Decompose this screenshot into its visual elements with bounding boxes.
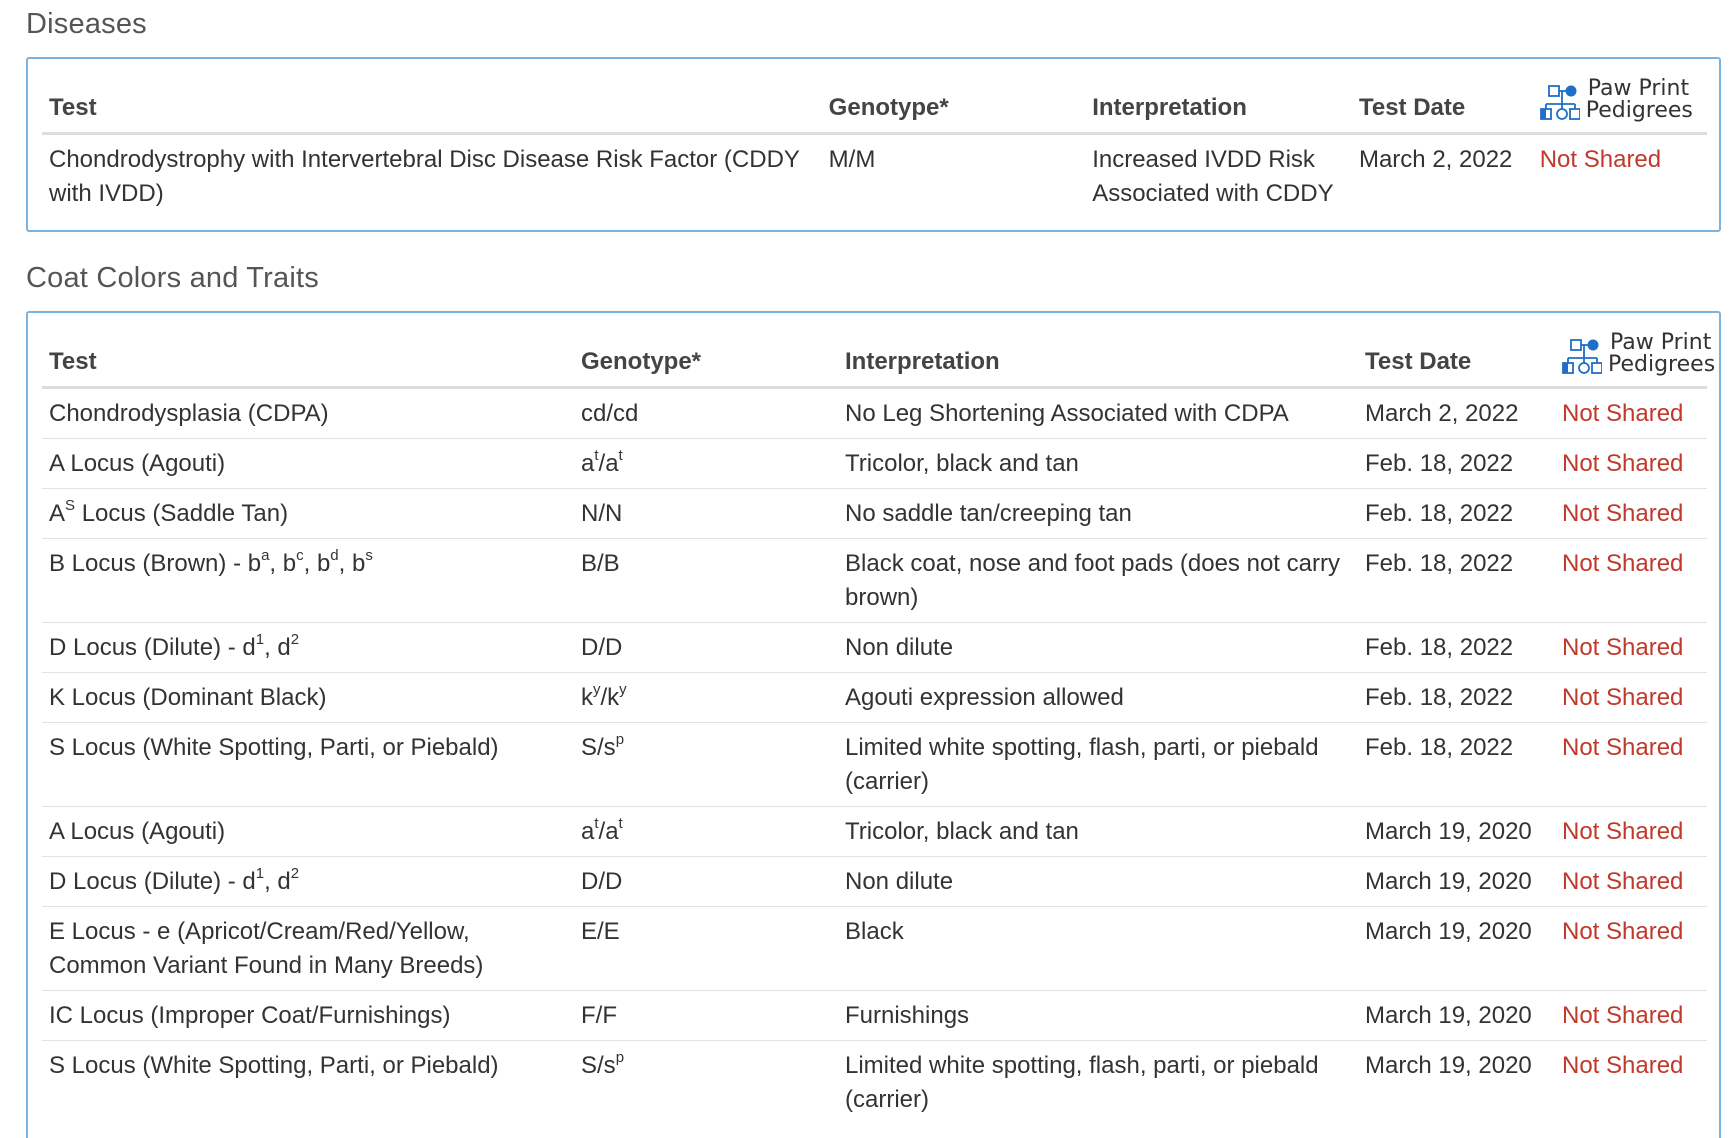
table-row [42, 856, 1707, 906]
header-test: Test [42, 69, 822, 133]
table-row [42, 488, 1707, 538]
genotype-cell: E/E [574, 906, 838, 990]
interpretation-cell: Increased IVDD Risk Associated with CDDY [1092, 145, 1334, 207]
share-status-cell: Not Shared [1555, 387, 1707, 438]
genotype-cell: D/D [574, 856, 838, 906]
test-cell: A Locus (Agouti) [42, 438, 574, 488]
header-test: Test [42, 323, 574, 387]
header-genotype: Genotype* [574, 323, 838, 387]
test-date-cell: March 19, 2020 [1358, 806, 1555, 856]
logo-text-line2: Pedigrees [1585, 97, 1693, 123]
header-test-date: Test Date [1358, 323, 1555, 387]
diseases-section-title: Diseases [26, 8, 147, 40]
test-date-cell: March 19, 2020 [1358, 906, 1555, 990]
table-row [42, 538, 1707, 622]
interpretation-cell: Tricolor, black and tan [838, 438, 1358, 488]
table-row [42, 387, 1707, 438]
share-status-cell: Not Shared [1555, 672, 1707, 722]
table-row [42, 133, 1707, 218]
share-status-cell: Not Shared [1555, 990, 1707, 1040]
diseases-panel [26, 57, 1721, 232]
test-cell: $A^S$ Locus (Saddle Tan) [42, 488, 574, 538]
interpretation-cell: Non dilute [838, 622, 1358, 672]
test-cell: B Locus (Brown) - $b^a$, $b^c$, $b^d$, $b^s$ [42, 538, 574, 622]
test-date-cell: March 19, 2020 [1365, 1051, 1532, 1079]
genotype-cell: D/D [574, 622, 838, 672]
table-row [42, 806, 1707, 856]
test-cell: Chondrodysplasia (CDPA) [42, 387, 574, 438]
genotype-cell: F/F [574, 990, 838, 1040]
interpretation-cell: Agouti expression allowed [838, 672, 1358, 722]
table-row [42, 906, 1707, 990]
logo-text-line2: Pedigrees [1608, 351, 1716, 377]
genotype-cell: $S/s^p$ [574, 722, 838, 806]
test-date-cell: March 2, 2022 [1358, 387, 1555, 438]
interpretation-cell: Black [838, 906, 1358, 990]
test-date-cell: Feb. 18, 2022 [1358, 722, 1555, 806]
table-row [42, 990, 1707, 1040]
table-row [42, 622, 1707, 672]
logo-text-line1: Paw Print [1587, 75, 1690, 101]
test-cell: E Locus - e (Apricot/Cream/Red/Yellow, Common Variant Found in Many Breeds) [42, 906, 574, 990]
header-interpretation: Interpretation [1085, 69, 1352, 133]
test-cell: Chondrodystrophy with Intervertebral Disc Disease Risk Factor (CDDY with IVDD) [49, 145, 800, 207]
test-date-cell: March 2, 2022 [1358, 145, 1513, 173]
genotype-cell: $S/s^p$ [581, 1048, 625, 1079]
table-row [42, 438, 1707, 488]
pedigree-chart-icon [1562, 338, 1602, 376]
test-cell: A Locus (Agouti) [42, 806, 574, 856]
coat-table [42, 323, 1716, 1124]
test-cell: IC Locus (Improper Coat/Furnishings) [42, 990, 574, 1040]
test-cell: D Locus (Dilute) - $d^1$, $d^2$ [42, 622, 574, 672]
test-date-cell: Feb. 18, 2022 [1358, 672, 1555, 722]
diseases-table-body [42, 133, 1707, 218]
test-cell: D Locus (Dilute) - $d^1$, $d^2$ [42, 856, 574, 906]
share-status-cell: Not Shared [1555, 538, 1707, 622]
header-interpretation: Interpretation [838, 323, 1358, 387]
interpretation-cell: No saddle tan/creeping tan [838, 488, 1358, 538]
coat-panel [26, 311, 1721, 1138]
table-row [42, 1040, 1707, 1124]
share-status-cell: Not Shared [1555, 722, 1707, 806]
interpretation-cell: No Leg Shortening Associated with CDPA [838, 387, 1358, 438]
share-status-cell: Not Shared [1555, 906, 1707, 990]
header-genotype: Genotype* [822, 69, 1086, 133]
test-date-cell: Feb. 18, 2022 [1358, 622, 1555, 672]
genotype-cell: N/N [574, 488, 838, 538]
interpretation-cell: Limited white spotting, flash, parti, or piebald (carrier) [838, 722, 1358, 806]
interpretation-cell: Black coat, nose and foot pads (does not carry brown) [838, 538, 1358, 622]
coat-section-title: Coat Colors and Traits [26, 262, 319, 294]
genotype-cell: $k^y/k^y$ [574, 672, 838, 722]
test-cell: S Locus (White Spotting, Parti, or Piebald) [42, 722, 574, 806]
test-date-cell: Feb. 18, 2022 [1358, 438, 1555, 488]
table-row [42, 722, 1707, 806]
header-test-date: Test Date [1352, 69, 1533, 133]
share-status-cell: Not Shared [1555, 488, 1707, 538]
genotype-cell: B/B [574, 538, 838, 622]
test-cell: K Locus (Dominant Black) [42, 672, 574, 722]
share-status-cell: Not Shared [1562, 1051, 1684, 1079]
test-date-cell: March 19, 2020 [1358, 990, 1555, 1040]
test-date-cell: March 19, 2020 [1358, 856, 1555, 906]
share-status-cell: Not Shared [1555, 806, 1707, 856]
pedigree-chart-icon [1540, 84, 1580, 122]
diseases-table [42, 69, 1707, 218]
table-row [42, 672, 1707, 722]
interpretation-cell: Tricolor, black and tan [838, 806, 1358, 856]
coat-table-body [42, 387, 1707, 1124]
paw-print-pedigrees-logo[interactable] [1562, 329, 1716, 377]
paw-print-pedigrees-logo[interactable] [1540, 75, 1700, 123]
test-cell: S Locus (White Spotting, Parti, or Piebald) [49, 1051, 499, 1079]
logo-text-line1: Paw Print [1610, 329, 1712, 355]
coat-header-row [42, 323, 1707, 387]
test-date-cell: Feb. 18, 2022 [1358, 538, 1555, 622]
share-status-cell: Not Shared [1555, 438, 1707, 488]
share-status-cell: Not Shared [1555, 622, 1707, 672]
interpretation-cell: Furnishings [838, 990, 1358, 1040]
test-date-cell: Feb. 18, 2022 [1358, 488, 1555, 538]
genotype-cell: cd/cd [574, 387, 838, 438]
genotype-cell: M/M [828, 145, 876, 173]
header-paw-print-pedigrees[interactable] [1533, 69, 1707, 133]
interpretation-cell: Non dilute [838, 856, 1358, 906]
header-paw-print-pedigrees[interactable] [1555, 323, 1716, 387]
genotype-cell: $a^t/a^t$ [574, 806, 838, 856]
genotype-cell: $a^t/a^t$ [574, 438, 838, 488]
interpretation-cell: Limited white spotting, flash, parti, or piebald (carrier) [845, 1051, 1319, 1113]
share-status-cell: Not Shared [1539, 145, 1662, 173]
diseases-header-row [42, 69, 1707, 133]
share-status-cell: Not Shared [1555, 856, 1707, 906]
